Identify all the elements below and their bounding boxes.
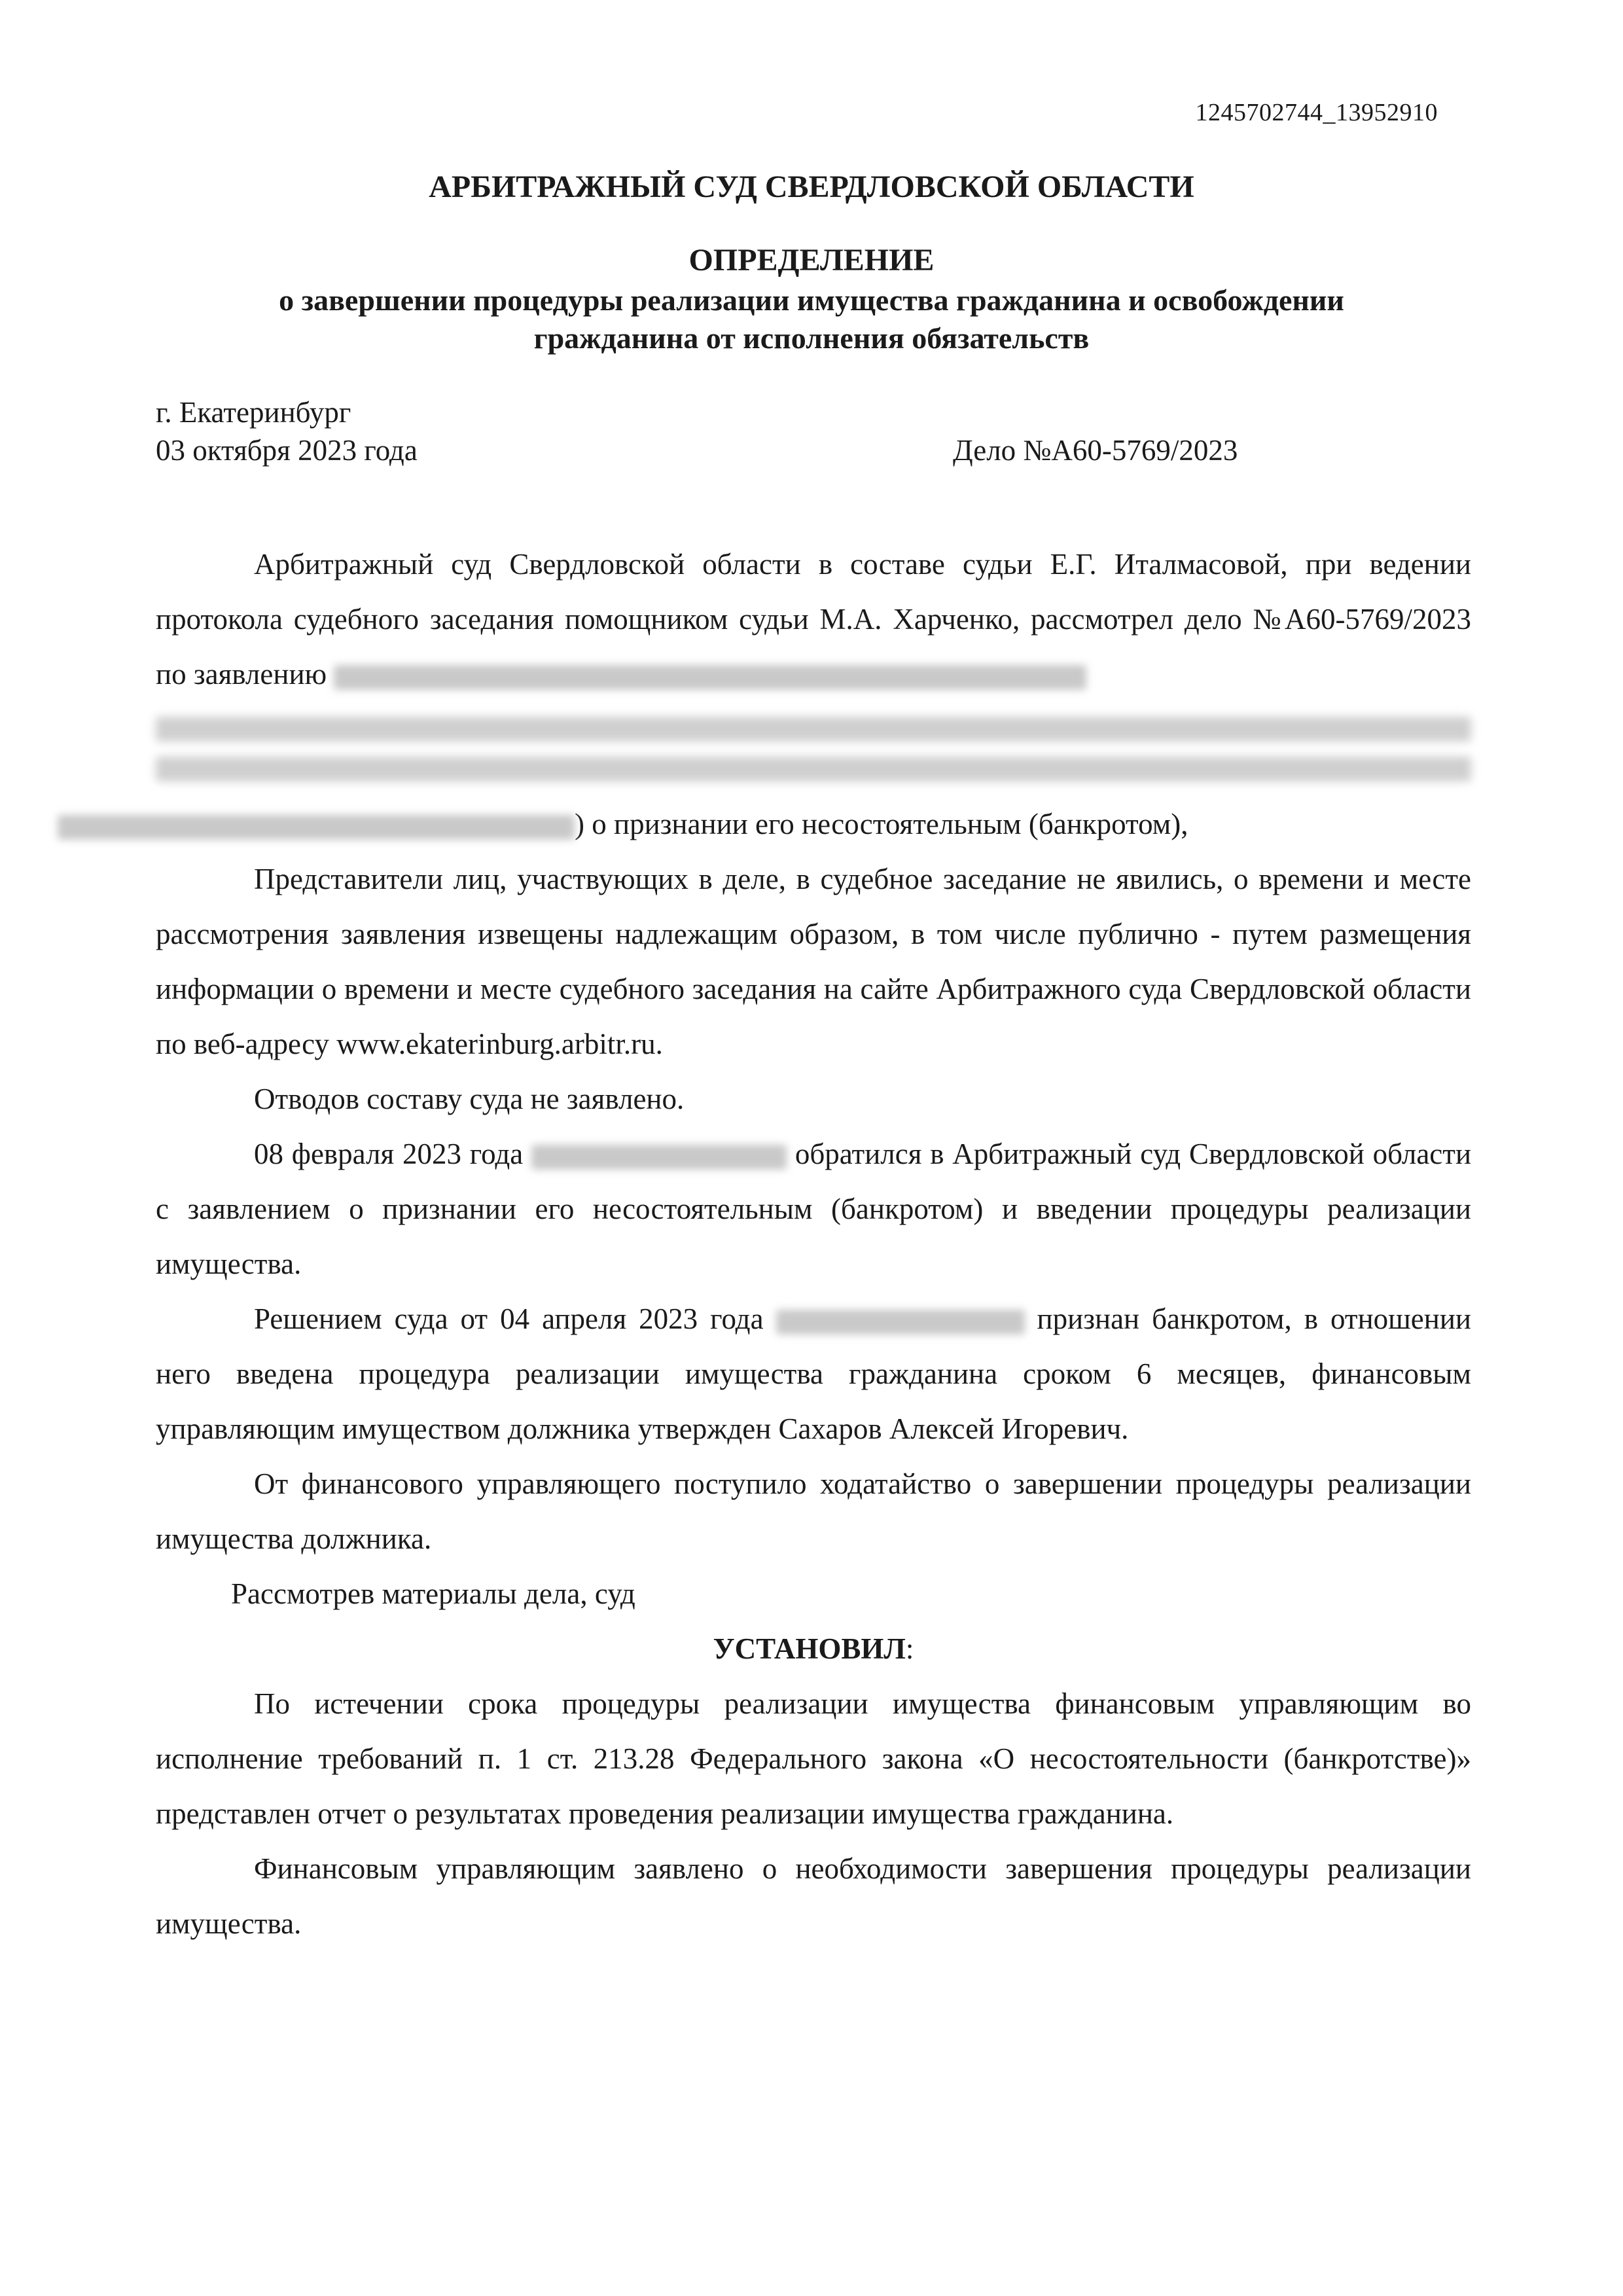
paragraph-application-filed (156, 1126, 1471, 1291)
redacted-applicant-ids (58, 815, 575, 840)
paragraph-petition (156, 1456, 1471, 1566)
paragraph-text: ) о признании его несостоятельным (банкротом), (575, 808, 1188, 840)
paragraph-text: По истечении срока процедуры реализации имущества финансовым управляющим во исполнение требований п. 1 ст. 213.28 Федерального закона «О несостоятельности (банкротстве)» представлен отчет о результатах проведения реализации имущества гражданина. (156, 1687, 1471, 1830)
case-number: Дело №А60-5769/2023 (953, 434, 1238, 467)
heading-text: УСТАНОВИЛ (713, 1632, 906, 1665)
paragraph-court-review (156, 1566, 1471, 1621)
paragraph-text: признан банкротом, в отношении него введена процедура реализации имущества гражданина сроком 6 месяцев, финансовым управляющим имуществом должника утвержден Сахаров Алексей Игоревич. (156, 1302, 1472, 1445)
paragraph-text: обратился в Арбитражный суд Свердловской области с заявлением о признании его несостоятельным (банкротом) и введении процедуры реализации имущества. (156, 1138, 1472, 1280)
paragraph-bankruptcy-decision (156, 1291, 1471, 1456)
paragraph-text: Представители лиц, участвующих в деле, в судебное заседание не явились, о времени и месте рассмотрения заявления извещены надлежащим образом, в том числе публично - путем размещения информации о времени и месте судебного заседания на сайте Арбитражного суда Свердловской области по веб-адресу www.ekaterinburg.arbitr.ru. (156, 863, 1471, 1060)
paragraph-text: Отводов составу суда не заявлено. (254, 1083, 685, 1115)
paragraph-completion-request (156, 1841, 1471, 1951)
paragraph-no-challenges (156, 1071, 1471, 1126)
redacted-applicant-details (156, 717, 1471, 742)
city: г. Екатеринбург (156, 396, 351, 429)
paragraph-report (156, 1676, 1471, 1841)
redacted-applicant-name (334, 665, 1086, 690)
paragraph-text: Арбитражный суд Свердловской области в составе судьи Е.Г. Италмасовой, при ведении протокола судебного заседания помощником судьи М.А. Харченко, рассмотрел дело №А60-5769/2023 по заявлению (156, 548, 1471, 691)
paragraph-text: Финансовым управляющим заявлено о необходимости завершения процедуры реализации имущества. (156, 1852, 1471, 1940)
document-subject: о завершении процедуры реализации имущества гражданина и освобождении гражданина от исполнения обязательств (279, 283, 1344, 355)
heading-colon: : (905, 1632, 914, 1665)
paragraph-text: Рассмотрев материалы дела, суд (231, 1577, 635, 1610)
section-heading-established (156, 1621, 1471, 1676)
redacted-debtor-name (531, 1145, 787, 1170)
paragraph-representatives (156, 852, 1471, 1071)
redacted-debtor-name (776, 1310, 1025, 1335)
decision-date: 03 октября 2023 года (156, 434, 418, 467)
paragraph-text: 08 февраля 2023 года (254, 1138, 524, 1170)
document-id: 1245702744_13952910 (1195, 99, 1438, 126)
redacted-applicant-address (156, 757, 1471, 781)
paragraph-text: Решением суда от 04 апреля 2023 года (254, 1302, 764, 1335)
document-body (156, 537, 1471, 1951)
paragraph-text: От финансового управляющего поступило ходатайство о завершении процедуры реализации имущества должника. (156, 1467, 1471, 1555)
paragraph-court-composition (156, 537, 1471, 852)
court-name: АРБИТРАЖНЫЙ СУД СВЕРДЛОВСКОЙ ОБЛАСТИ (429, 170, 1194, 204)
document-type: ОПРЕДЕЛЕНИЕ (688, 243, 935, 278)
